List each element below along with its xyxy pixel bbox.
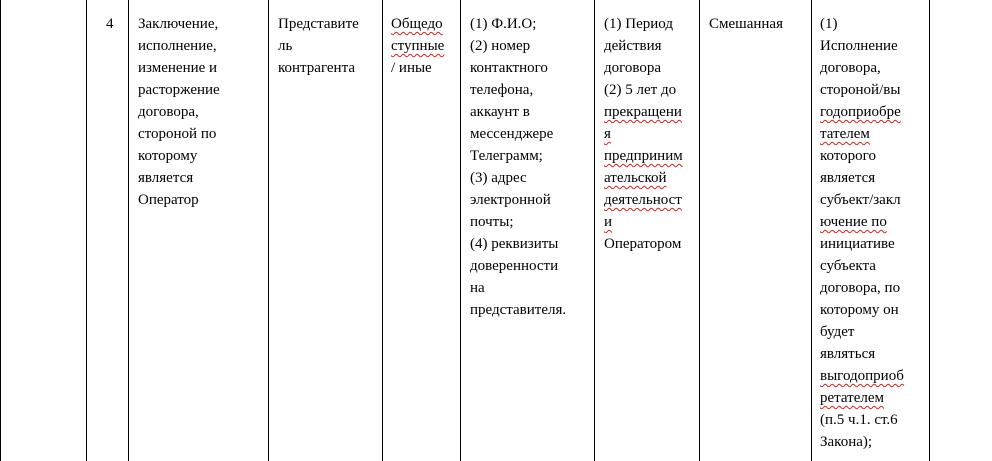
retention-period: (1) Период действия договора (2) 5 лет до прекращени я предприним ательской деятельност и Оператором: [604, 16, 683, 252]
row-number: 4: [106, 16, 114, 32]
spellcheck-mark: предприним: [604, 148, 683, 164]
legal-basis: (1) Исполнение договора, стороной/вы годоприобре тателем которого является субъект/закл ючение по инициативе субъекта договора, по которому он будет являться выгодоприоб ретателем (п.5 ч.1. ст.6 Закона);: [820, 16, 904, 450]
column-border: [0, 0, 1, 461]
column-border: [268, 0, 269, 461]
column-border: [86, 0, 87, 461]
processing-method: Смешанная: [709, 16, 783, 32]
spellcheck-mark: ступные: [391, 38, 445, 54]
spellcheck-mark: годоприобре: [820, 104, 901, 120]
spellcheck-mark: прекращени: [604, 104, 682, 120]
spellcheck-mark: ательской: [604, 170, 667, 186]
spellcheck-mark: и: [604, 214, 613, 230]
data-subjects: Представите ль контрагента: [278, 16, 359, 76]
column-border: [382, 0, 383, 461]
spellcheck-mark: ретателем: [820, 390, 885, 406]
column-border: [699, 0, 700, 461]
data-category: Общедо ступные / иные: [391, 16, 445, 76]
spellcheck-mark: ючение по: [820, 214, 887, 230]
personal-data-list: (1) Ф.И.О; (2) номер контактного телефона, аккаунт в мессенджере Телеграмм; (3) адрес электронной почты; (4) реквизиты доверенности на представителя.: [470, 16, 567, 318]
processing-purpose: Заключение, исполнение, изменение и расторжение договора, стороной по которому является Оператор: [138, 16, 220, 208]
column-border: [128, 0, 129, 461]
spellcheck-mark: тателем: [820, 126, 870, 142]
spellcheck-mark: выгодоприоб: [820, 368, 904, 384]
column-border: [460, 0, 461, 461]
column-border: [929, 0, 930, 461]
spellcheck-mark: деятельност: [604, 192, 682, 208]
spellcheck-mark: Общедо: [391, 16, 443, 32]
column-border: [811, 0, 812, 461]
column-border: [594, 0, 595, 461]
spellcheck-mark: я: [604, 126, 611, 142]
